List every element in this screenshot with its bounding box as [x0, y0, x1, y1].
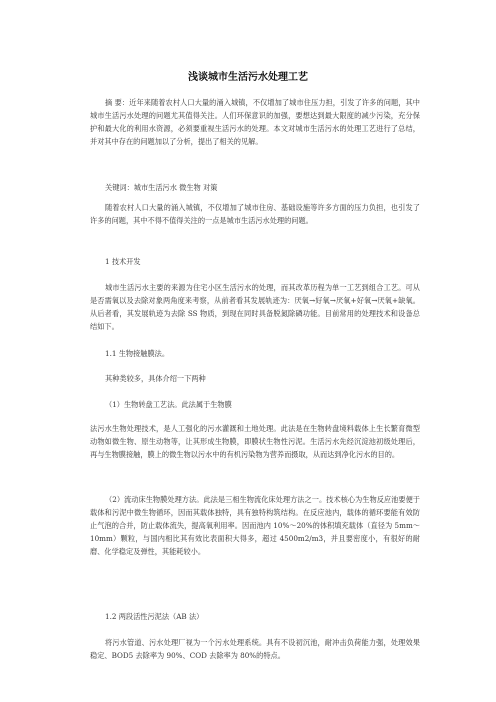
keywords-line: 关键词：城市生活污水 微生物 对策: [105, 183, 218, 192]
item-2-paragraph: （2）流动床生物膜处理方法。此法是三相生物流化床处理方法之一。技术核心为生物反应池要便于载体和污泥中微生物循环，因而其载体独特，具有独特构筑结构。在反应池内，载体的循环要能有效防止气泡的合并，防止载体流失，提高氧利用率。因而池内 10%～20%的体积填充载体（直径为 5mm～10mm）颗粒，与国内相比其有效比表面积大得多，超过 4500m2/m3，并且要密度小，有很好的耐磨、化学稳定及弹性，其能耗较小。: [90, 495, 420, 556]
abstract-paragraph: 摘 要：近年来随着农村人口大量的涌入城镇，不仅增加了城市住压力担，引发了许多的问题，其中城市生活污水处理的问题尤其值得关注。人们环保意识的加强，要想达到最大限度的减少污染，充分保护和最大化的利用水资源，必须要重视生活污水的处理。本文对城市生活污水的处理工艺进行了总结，并对其中存在的问题加以了分析，提出了相关的见解。: [90, 98, 420, 146]
document-title: 浅谈城市生活污水处理工艺: [188, 72, 308, 83]
section-heading-1: 1 技术开发: [105, 257, 141, 266]
ab-method-paragraph: 将污水管道、污水处理厂视为一个污水处理系统。具有不设初沉池，耐冲击负荷能力强，处理效果稳定、BOD5 去除率为 90%、COD 去除率为 80%的特点。: [90, 638, 420, 660]
types-intro-line: 其种类较多，具体介绍一下两种: [105, 374, 206, 383]
item-1-heading: （1）生物转盘工艺法。此法属于生物膜: [105, 400, 232, 409]
intro-paragraph: 随着农村人口大量的涌入城镇，不仅增加了城市住房、基础设施等许多方面的压力负担，也引发了许多的问题，其中不得不值得关注的一点是城市生活污水处理的问题。: [90, 203, 420, 225]
section-heading-1-1: 1.1 生物接触膜法。: [105, 349, 170, 358]
section-heading-1-2: 1.2 两段活性污泥法（AB 法）: [105, 612, 204, 621]
section-1-paragraph: 城市生活污水主要的来源为住宅小区生活污水的处理，而其改革历程为单一工艺到组合工艺。可从是否需氧以及去除对象两角度来考察，从前者看其发展轨迹为：厌氧→好氧→厌氧+好氧→厌氧+缺氧。从后者看，其发展轨迹为去除 SS 物质，到现在同时具备脱氮除磷功能。目前常用的处理技术和设备总结如下。: [90, 283, 420, 331]
item-1-paragraph: 法污水生物处理技术，是人工强化的污水灌溉和土地处理。此法是在生物转盘境料载体上生长繁育微型动物如微生物、原生动物等，让其形成生物膜，即膜状生物性污泥。生活污水先经沉淀池初级处理后，再与生物膜接触，膜上的微生物以污水中的有机污染物为营养而摄取，从而达到净化污水的目的。: [90, 424, 420, 459]
